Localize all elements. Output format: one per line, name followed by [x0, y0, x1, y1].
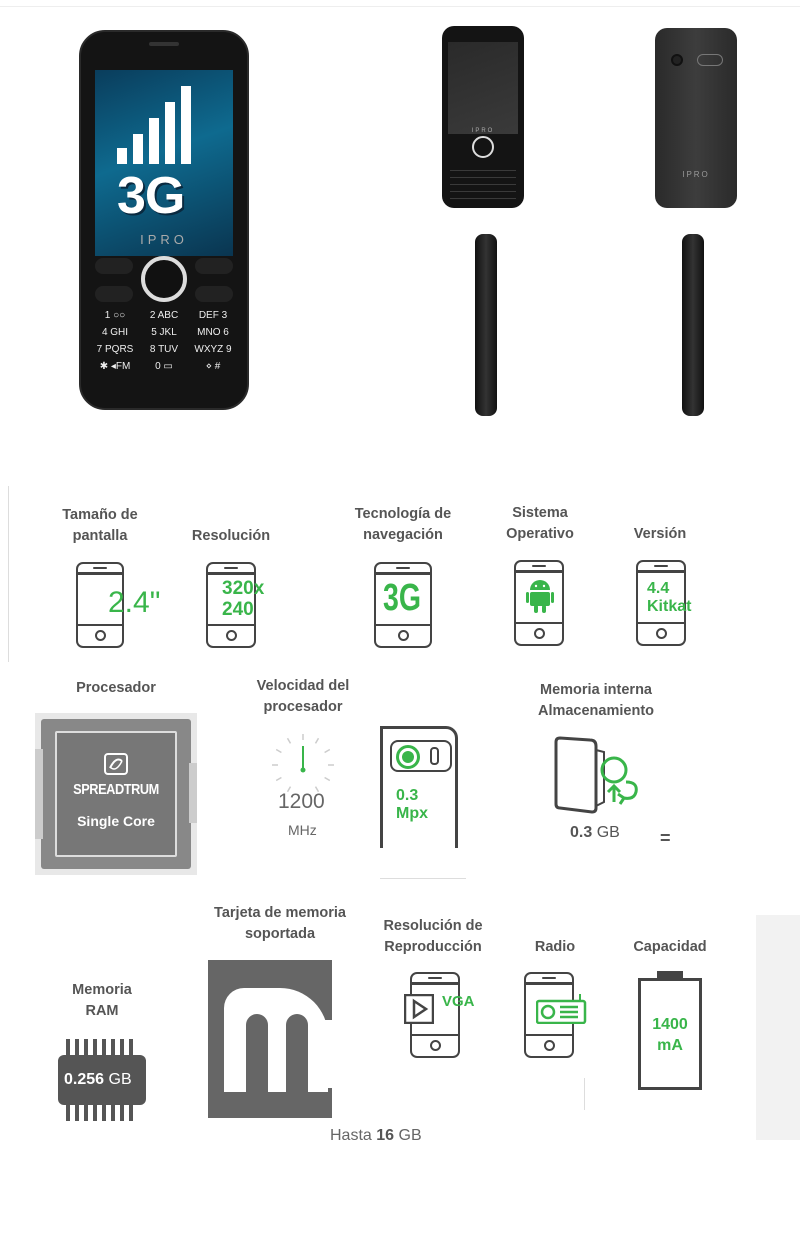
playback-label: Resolución de Reproducción — [383, 918, 483, 955]
nav-ring — [141, 256, 187, 302]
playback-value: VGA — [442, 993, 475, 1010]
speed-gauge-icon — [270, 732, 336, 798]
phone-brand-logo: IPRO — [140, 232, 188, 247]
os-label: Sistema Operativo — [506, 505, 574, 542]
key: ⋄ # — [205, 361, 221, 372]
battery-value: 1400 mA — [652, 1016, 688, 1054]
top-divider — [0, 6, 800, 7]
key: DEF 3 — [198, 310, 228, 321]
memory-card-value: Hasta 16 GB — [330, 1127, 422, 1144]
resolution-label: Resolución — [191, 528, 271, 544]
cpu-speed-label: Velocidad del procesador — [256, 678, 350, 715]
play-video-icon — [404, 994, 434, 1024]
screen-size-value: 2.4" — [108, 586, 161, 619]
camera-lens-icon — [390, 740, 452, 772]
radio-label: Radio — [534, 939, 576, 955]
key: 5 JKL — [151, 327, 177, 338]
phone-front-large — [79, 30, 249, 410]
phone-side-left — [475, 234, 497, 416]
key: 4 GHI — [101, 327, 129, 338]
resolution-value: 320x 240 — [222, 578, 265, 620]
version-label: Versión — [633, 526, 687, 542]
internal-memory-value: 0.3 GB — [570, 824, 620, 841]
microsd-icon — [208, 960, 332, 1118]
android-icon — [526, 576, 554, 614]
spreadtrum-logo-icon — [104, 753, 128, 775]
version-value: 4.4 Kitkat — [647, 580, 692, 615]
nav-tech-value: 3G — [383, 577, 422, 619]
cpu-speed-value: 1200 — [278, 790, 325, 813]
radio-icon — [536, 994, 590, 1024]
nav-tech-label: Tecnología de navegación — [354, 506, 452, 543]
ram-value: 0.256 GB — [64, 1071, 132, 1088]
screen-size-label: Tamaño de pantalla — [62, 507, 138, 544]
processor-label: Procesador — [76, 680, 156, 696]
key: 0 ▭ — [155, 361, 173, 372]
key: ✱ ◂FM — [99, 361, 131, 372]
phone-side-right — [682, 234, 704, 416]
processor-chip-icon — [35, 713, 197, 875]
ram-label: Memoria RAM — [72, 982, 132, 1019]
key: 8 TUV — [149, 344, 179, 355]
key: WXYZ 9 — [194, 344, 232, 355]
key: 7 PQRS — [96, 344, 134, 355]
phone-front-small: IPRO — [442, 26, 524, 208]
battery-label: Capacidad — [633, 939, 707, 955]
key: 2 ABC — [149, 310, 179, 321]
internal-memory-extra: = — [660, 828, 671, 848]
key: MNO 6 — [197, 327, 229, 338]
cpu-speed-unit: MHz — [288, 822, 317, 838]
right-panel-bg — [756, 915, 800, 1140]
memory-card-label: Tarjeta de memoria soportada — [214, 905, 346, 942]
key: 1 ○○ — [104, 310, 126, 321]
screen-3g-text: 3G — [117, 167, 185, 225]
internal-memory-label: Memoria interna Almacenamiento — [537, 682, 655, 719]
signal-bars-icon — [95, 70, 233, 256]
processor-core: Single Core — [77, 813, 155, 829]
phone-back: IPRO — [655, 28, 737, 208]
processor-brand: SPREADTRUM — [73, 781, 159, 798]
memory-sync-icon — [552, 736, 642, 814]
camera-value: 0.3 Mpx — [396, 787, 428, 822]
phone-screen — [95, 70, 233, 256]
